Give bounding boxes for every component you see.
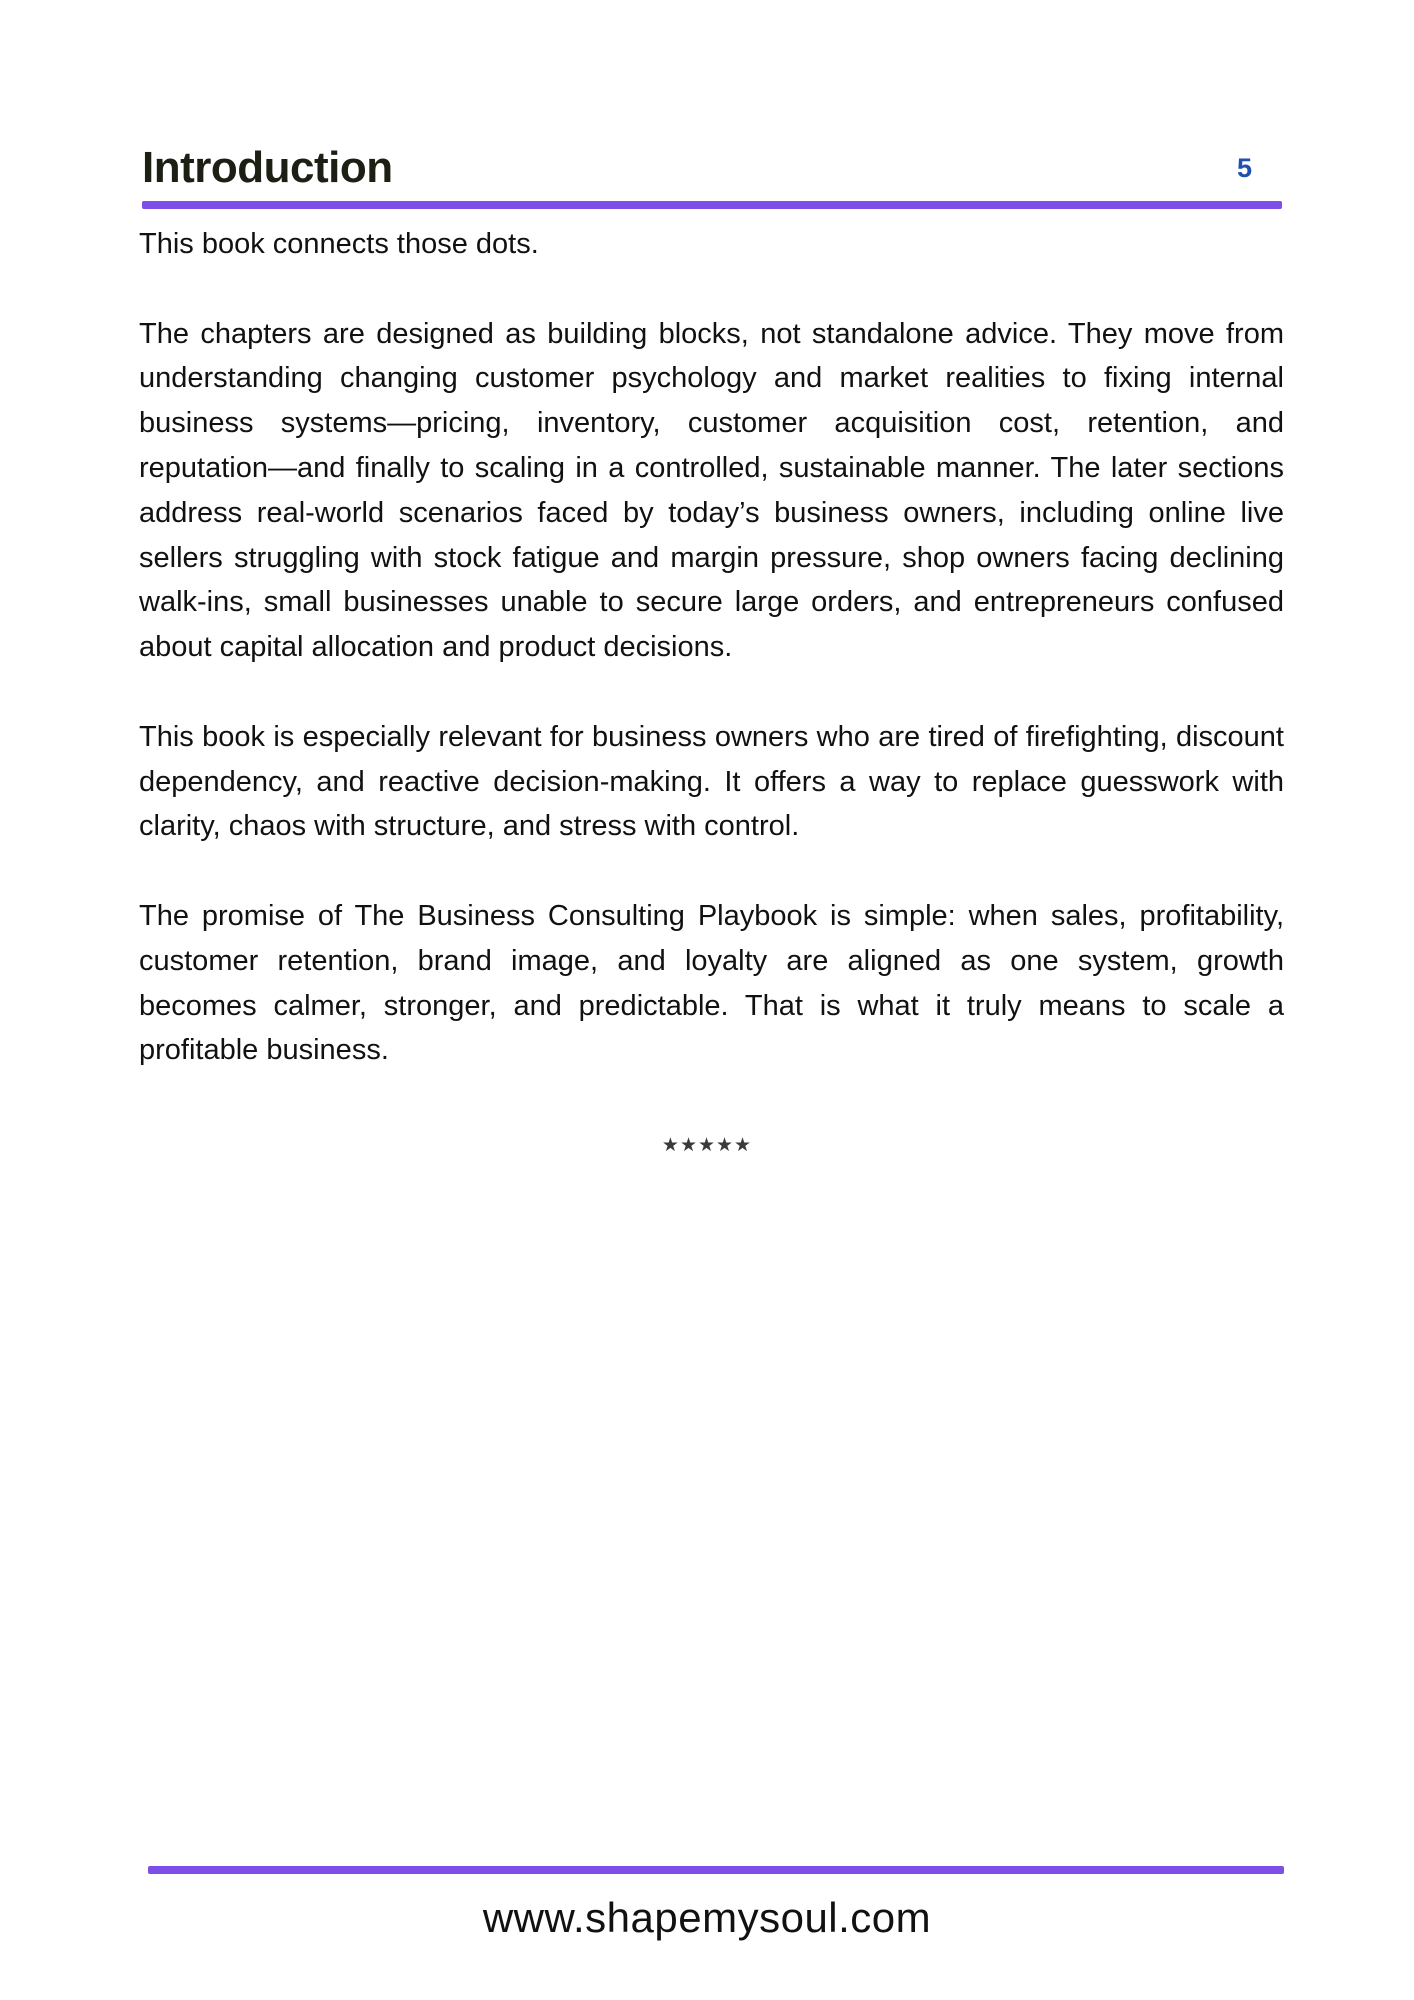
section-separator-stars: ★★★★★ <box>661 1134 753 1156</box>
footer-website-url: www.shapemysoul.com <box>482 1894 932 1941</box>
page-number: 5 <box>1236 153 1252 183</box>
paragraph-3: This book is especially relevant for business owners who are tired of firefighting, discount dependency, and reactive decision-making. It offers a way to replace guesswork with clarity, chaos with structure, and stress with control. <box>139 720 1284 843</box>
body-text <box>139 222 1284 1118</box>
page-header <box>142 136 1282 200</box>
paragraph-4: The promise of The Business Consulting Playbook is simple: when sales, profitability, customer retention, brand image, and loyalty are aligned as one system, growth becomes calmer, stronger, and predictable. That is what it truly means to scale a profitable business. <box>139 899 1284 1067</box>
paragraph-2: The chapters are designed as building blocks, not standalone advice. They move from understanding changing customer psychology and market realities to fixing internal business systems—pricing, inventory, customer acquisition cost, retention, and reputation—and finally to scaling in a controlled, sustainable manner. The later sections address real-world scenarios faced by today’s business owners, including online live sellers struggling with stock fatigue and margin pressure, shop owners facing declining walk-ins, small businesses unable to secure large orders, and entrepreneurs confused about capital allocation and product decisions. <box>139 317 1284 664</box>
page-title: Introduction <box>142 143 393 192</box>
footer-divider <box>148 1866 1284 1874</box>
header-divider <box>142 201 1282 209</box>
paragraph-1: This book connects those dots. <box>139 228 539 260</box>
